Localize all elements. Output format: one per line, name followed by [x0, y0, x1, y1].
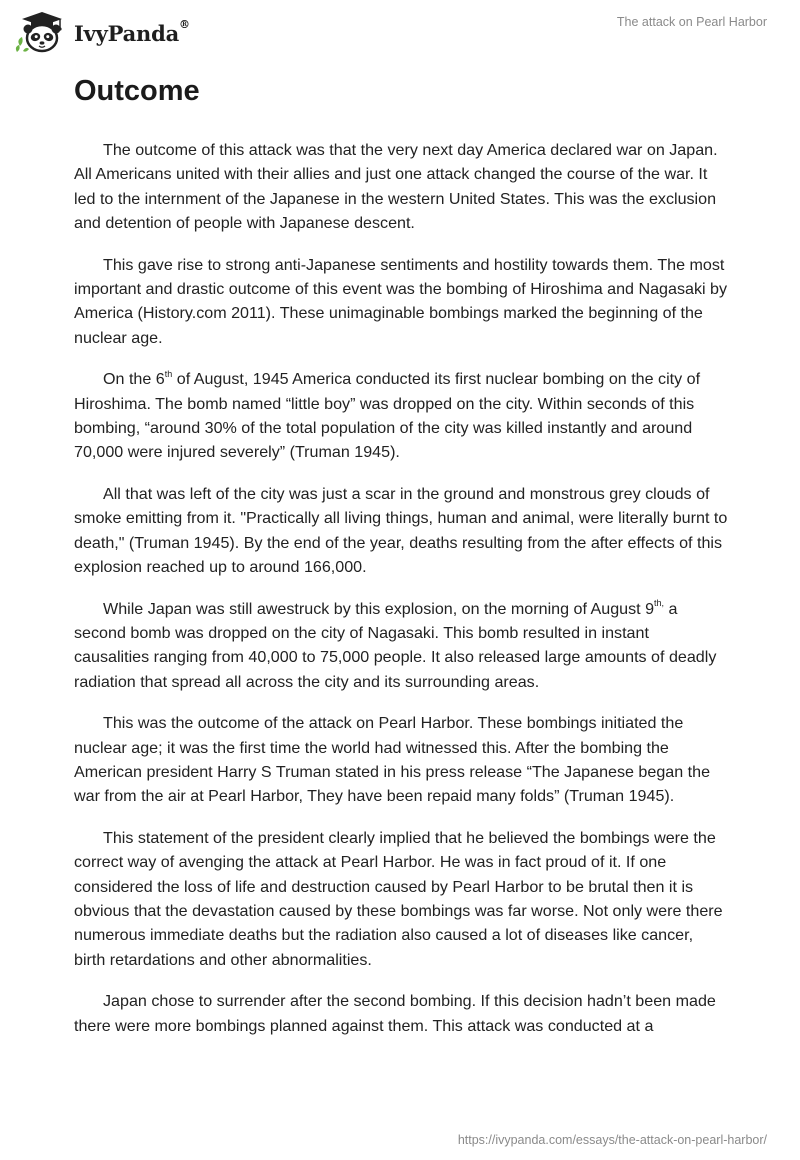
- source-url-link[interactable]: https://ivypanda.com/essays/the-attack-on-pearl-harbor/: [457, 1133, 767, 1147]
- paragraph: This gave rise to strong anti-Japanese sentiments and hostility towards them. The most important and drastic outcome of this event was the bombing of Hiroshima and Nagasaki by America (History.com 2011). These unimaginable bombings marked the beginning of the nuclear age.: [74, 255, 728, 347]
- paragraph: This was the outcome of the attack on Pearl Harbor. These bombings initiated the nuclear age; it was the first time the world had witnessed this. After the bombing the American president Harry S Truman stated in his press release “The Japanese began the war from the air at Pearl Harbor, They have been repaid many folds” (Truman 1945).: [74, 714, 711, 806]
- ordinal-suffix: th,: [654, 598, 665, 609]
- paragraph: On the 6th of August, 1945 America conducted its first nuclear bombing on the city of Hiroshima. The bomb named “little boy” was dropped on the city. Within seconds of this bombing, “around 30% of the total population of the city was killed instantly and around 70,000 were injured severely” (Truman 1945).: [74, 368, 701, 462]
- article-body: [74, 72, 728, 1055]
- ordinal-suffix: th: [164, 368, 173, 379]
- paragraph: While Japan was still awestruck by this explosion, on the morning of August $9^{th,}$ a second bomb was dropped on the city of Nagasaki. This bomb resulted in instant causalities ranging from 40,000 to 75,000 people. It also released large amounts of deadly radiation that spread all across the city and its surrounding areas.: [74, 598, 717, 691]
- logo-wordmark: IvyPanda®: [74, 17, 190, 46]
- paragraph: Japan chose to surrender after the second bombing. If this decision hadn’t been made there were more bombings planned against them. This attack was conducted at a: [74, 992, 716, 1035]
- ivypanda-logo[interactable]: [14, 10, 190, 54]
- document-title: The attack on Pearl Harbor: [616, 15, 767, 29]
- page-header: [0, 0, 800, 60]
- section-heading: Outcome: [74, 75, 200, 107]
- paragraph: The outcome of this attack was that the very next day America declared war on Japan. All Americans united with their allies and just one attack changed the course of the war. It led to the internment of the Japanese in the western United States. This was the exclusion and detention of people with Japanese descent.: [74, 141, 718, 233]
- panda-graduate-icon: [14, 10, 70, 54]
- paragraph: All that was left of the city was just a scar in the ground and monstrous grey clouds of smoke emitting from it. "Practically all living things, human and animal, were literally burnt to death," (Truman 1945). By the end of the year, deaths resulting from the after effects of this explosion reached up to around 166,000.: [74, 484, 728, 577]
- paragraph: This statement of the president clearly implied that he believed the bombings were the correct way of avenging the attack at Pearl Harbor. He was in fact proud of it. If one considered the loss of life and destruction caused by Pearl Harbor to be brutal then it is obvious that the devastation caused by these bombings was far worse. Not only were there numerous immediate deaths but the radiation also caused a lot of diseases like cancer, birth retardations and other abnormalities.: [74, 828, 723, 969]
